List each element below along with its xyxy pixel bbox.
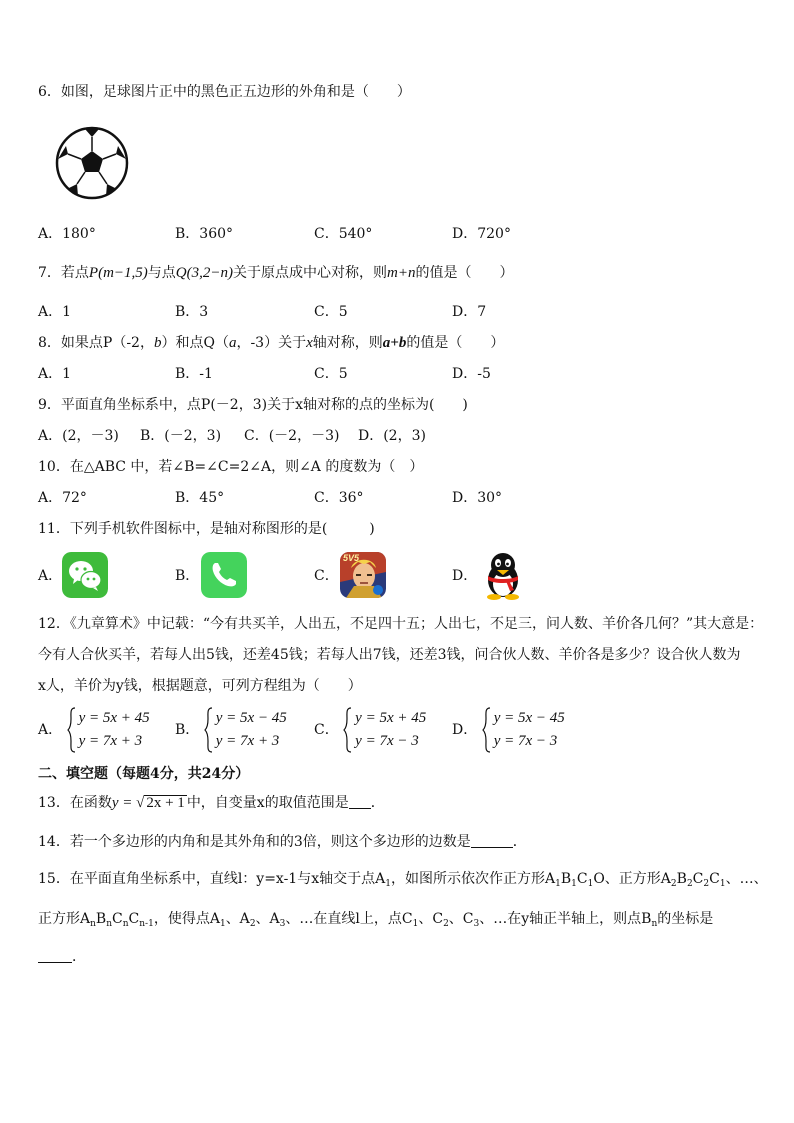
q11-option-d[interactable]: D． (452, 568, 478, 584)
question-14-stem: 14．若一个多边形的内角和是其外角和的3倍，则这个多边形的边数是 ． (38, 834, 527, 850)
question-12-line-1: 12．《九章算术》中记载：“今有共买羊，人出五，不足四十五；人出七，不足三，问人数、羊价各几何？”其大意是： (38, 616, 764, 632)
q10-option-b[interactable]: B．45° (175, 490, 225, 506)
question-9-stem: 9．平面直角坐标系中，点P(－2，3)关于x轴对称的点的坐标为( ) (38, 397, 468, 413)
soccer-ball-icon (55, 126, 129, 200)
q7-option-d[interactable]: D．7 (452, 304, 487, 320)
q9-option-d[interactable]: D．(2，3) (358, 428, 426, 444)
question-15-line-3: ． (38, 948, 86, 966)
qq-icon[interactable] (480, 550, 526, 600)
function-expression: y = √ 2x + 1 (111, 795, 185, 811)
q6-option-c[interactable]: C．540° (314, 226, 373, 242)
q10-option-a[interactable]: A．72° (38, 490, 87, 506)
q10-option-d[interactable]: D．30° (452, 490, 503, 506)
question-15-line-2: 正方形$A_nB_nC_nC_{n-1}$，使得点$A_1$、$A_2$、$A_3$、…在直线l上，点$C_1$、$C_2$、$C_3$、…在y轴正半轴上，则点$B_n$的坐标是 (38, 911, 714, 929)
q9-option-b[interactable]: B．(－2，3) (140, 428, 222, 444)
q6-option-d[interactable]: D．720° (452, 226, 511, 242)
equation-system-a: y = 5x + 45 y = 7x + 3 (67, 707, 150, 753)
question-11-stem: 11．下列手机软件图标中，是轴对称图形的是( ) (38, 521, 375, 537)
q12-option-d[interactable]: D． y = 5x − 45 y = 7x − 3 (452, 707, 565, 753)
q12-option-a[interactable]: A． y = 5x + 45 y = 7x + 3 (38, 707, 150, 753)
q10-option-c[interactable]: C．36° (314, 490, 364, 506)
q7-option-a[interactable]: A．1 (38, 304, 72, 320)
question-6-stem: 6．如图，足球图片正中的黑色正五边形的外角和是（ ） (38, 84, 411, 100)
q6-option-a[interactable]: A．180° (38, 226, 96, 242)
q6-option-b[interactable]: B．360° (175, 226, 234, 242)
question-13-stem: 13．在函数y = √ 2x + 1 中，自变量x的取值范围是 ． (38, 795, 385, 811)
q13-answer-blank[interactable] (349, 795, 371, 809)
question-12-line-2: 今有人合伙买羊，若每人出5钱，还差45钱；若每人出7钱，还差3钱，问合伙人数、羊价各是多少？设合伙人数为 (38, 647, 741, 663)
q14-answer-blank[interactable] (471, 834, 513, 848)
q9-option-c[interactable]: C．(－2，－3) (244, 428, 340, 444)
q8-option-b[interactable]: B．-1 (175, 366, 213, 382)
question-10-stem: 10．在△ABC 中，若∠B=∠C=2∠A，则∠A 的度数为（ ） (38, 459, 424, 475)
q8-option-c[interactable]: C．5 (314, 366, 348, 382)
game-badge-text: 5V5 (343, 553, 360, 563)
question-12-line-3: x人，羊价为y钱，根据题意，可列方程组为（ ） (38, 678, 362, 694)
q9-option-a[interactable]: A．(2，－3) (38, 428, 119, 444)
q12-option-b[interactable]: B． y = 5x − 45 y = 7x + 3 (175, 707, 287, 753)
q11-option-a[interactable]: A． (38, 568, 63, 584)
q15-answer-blank[interactable] (38, 949, 72, 963)
q8-option-a[interactable]: A．1 (38, 366, 72, 382)
equation-system-c: y = 5x + 45 y = 7x − 3 (343, 707, 426, 753)
q7-option-c[interactable]: C．5 (314, 304, 348, 320)
q11-option-c[interactable]: C． (314, 568, 339, 584)
q11-option-b[interactable]: B． (175, 568, 200, 584)
wechat-icon[interactable] (62, 552, 108, 598)
question-8-stem: 8．如果点P（-2，b）和点Q（a，-3）关于x轴对称，则a+b的值是（ ） (38, 335, 505, 351)
section-2-title: 二、填空题（每题4分，共24分） (38, 766, 250, 782)
q7-option-b[interactable]: B．3 (175, 304, 209, 320)
equation-system-b: y = 5x − 45 y = 7x + 3 (204, 707, 287, 753)
question-15-line-1: 15．在平面直角坐标系中，直线l：y=x-1与x轴交于点$A_1$，如图所示依次作正方形$A_1B_1C_1O$、正方形$A_2B_2C_2C_1$、…、 (38, 871, 768, 889)
question-7-stem: 7．若点P(m−1,5)与点Q(3,2−n)关于原点成中心对称，则m+n的值是（ ） (38, 265, 514, 281)
q8-option-d[interactable]: D．-5 (452, 366, 491, 382)
game-icon[interactable] (340, 552, 386, 598)
phone-icon[interactable] (201, 552, 247, 598)
q12-option-c[interactable]: C． y = 5x + 45 y = 7x − 3 (314, 707, 426, 753)
equation-system-d: y = 5x − 45 y = 7x − 3 (482, 707, 565, 753)
